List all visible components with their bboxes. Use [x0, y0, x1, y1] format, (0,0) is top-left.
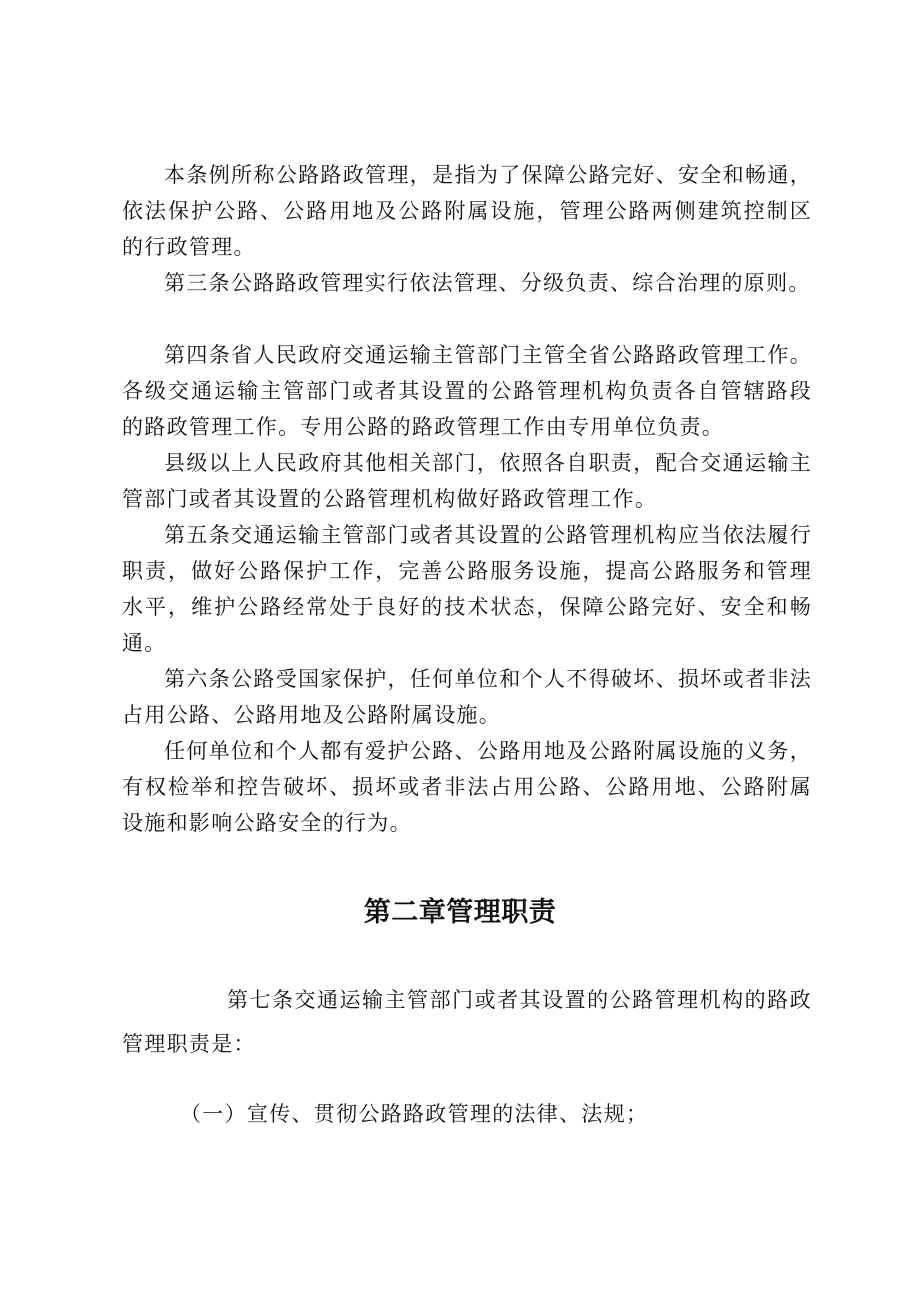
paragraph-definition: 本条例所称公路路政管理，是指为了保障公路完好、安全和畅通，依法保护公路、公路用地及公路附属设施，管理公路两侧建筑控制区的行政管理。	[122, 163, 812, 259]
paragraph-article-3: 第三条公路路政管理实行依法管理、分级负责、综合治理的原则。	[164, 271, 811, 295]
chapter-heading: 第二章管理职责	[363, 897, 557, 928]
list-item: （一）宣传、贯彻公路路政管理的法律、法规；	[180, 1102, 649, 1126]
paragraph-article-6: 第六条公路受国家保护，任何单位和个人不得破坏、损坏或者非法占用公路、公路用地及公路附属设施。	[122, 667, 812, 727]
paragraph-article-4-cont: 县级以上人民政府其他相关部门，依照各自职责，配合交通运输主管部门或者其设置的公路管理机构做好路政管理工作。	[122, 451, 812, 511]
paragraph-article-4: 第四条省人民政府交通运输主管部门主管全省公路路政管理工作。各级交通运输主管部门或者其设置的公路管理机构负责各自管辖路段的路政管理工作。专用公路的路政管理工作由专用单位负责。	[122, 343, 812, 439]
paragraph-article-6-cont: 任何单位和个人都有爱护公路、公路用地及公路附属设施的义务，有权检举和控告破坏、损坏或者非法占用公路、公路用地、公路附属设施和影响公路安全的行为。	[122, 739, 812, 835]
paragraph-article-7: 第七条交通运输主管部门或者其设置的公路管理机构的路政管理职责是：	[122, 988, 812, 1056]
paragraph-article-5: 第五条交通运输主管部门或者其设置的公路管理机构应当依法履行职责，做好公路保护工作，完善公路服务设施，提高公路服务和管理水平，维护公路经常处于良好的技术状态，保障公路完好、安全和畅通。	[122, 523, 812, 655]
